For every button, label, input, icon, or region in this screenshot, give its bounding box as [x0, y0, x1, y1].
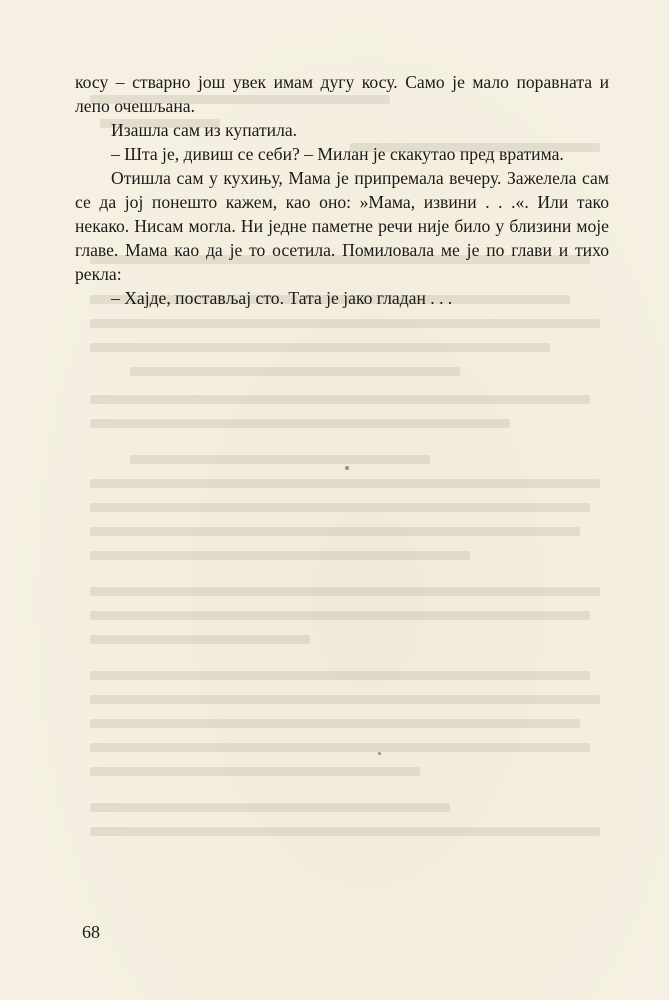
- paragraph: – Хајде, постављај сто. Тата је јако гладан . . .: [111, 288, 453, 308]
- paragraph: Изашла сам из купатила.: [111, 120, 298, 140]
- paragraph: косу – стварно још увек имам дугу косу. Само је мало поравната и лепо очешљана.: [75, 72, 609, 116]
- paragraph: – Шта је, дивиш се себи? – Милан је скакутао пред вратима.: [111, 144, 564, 164]
- print-speck: [378, 752, 381, 755]
- print-speck: [345, 466, 349, 470]
- body-text: [75, 70, 609, 310]
- page-number: 68: [82, 922, 100, 942]
- paragraph: Отишла сам у кухињу, Мама је припремала вечеру. Зажелела сам се да јој понешто кажем, као оно: »Мама, извини . . .«. Или тако некако. Нисам могла. Ни једне паметне речи није било у близини моје главе. Мама као да је то осетила. Помиловала ме је по глави и тихо рекла:: [75, 168, 609, 284]
